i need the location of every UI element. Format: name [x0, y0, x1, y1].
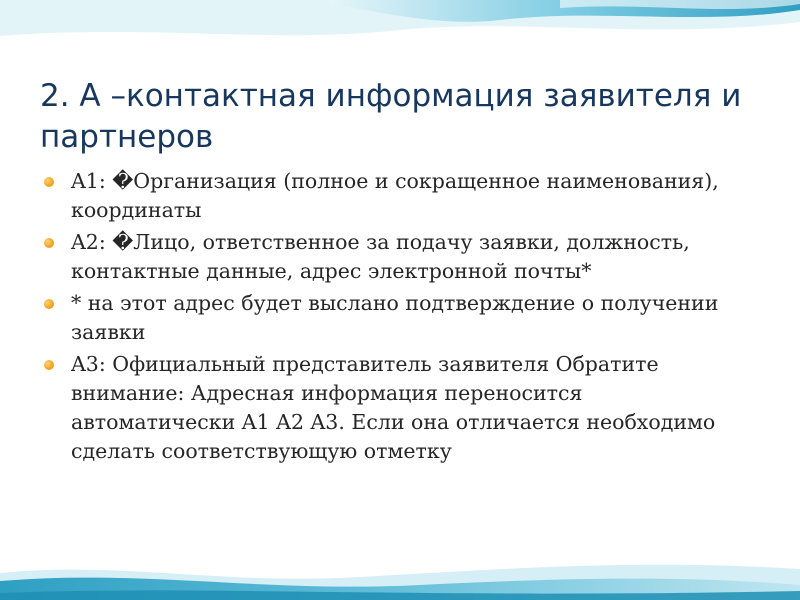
bullet-item-note [44, 289, 744, 347]
bullet-item-a2 [44, 228, 744, 286]
bullet-text: A3: Официальный представитель заявителя Обратите внимание: Адресная информация переносится автоматически A1 A2 A3. Если она отличается необходимо сделать соответствующую отметку [71, 352, 716, 463]
bottom-wave-decoration [0, 555, 800, 600]
bullet-text: A1: �Организация (полное и сокращенное наименования), координаты [71, 169, 719, 222]
bullet-item-a3 [44, 350, 744, 466]
top-wave-decoration [0, 0, 800, 64]
orange-circle-bullet-icon [44, 299, 54, 309]
bullet-item-a1 [44, 167, 744, 225]
bullet-text: A2: �Лицо, ответственное за подачу заявки, должность, контактные данные, адрес электронной почты* [71, 230, 690, 283]
orange-circle-bullet-icon [44, 360, 54, 370]
bullet-text: * на этот адрес будет выслано подтверждение о получении заявки [71, 291, 719, 344]
orange-circle-bullet-icon [44, 177, 54, 187]
bullet-list [44, 167, 744, 469]
slide-title: 2. А –контактная информация заявителя и партнеров [40, 78, 742, 155]
orange-circle-bullet-icon [44, 238, 54, 248]
